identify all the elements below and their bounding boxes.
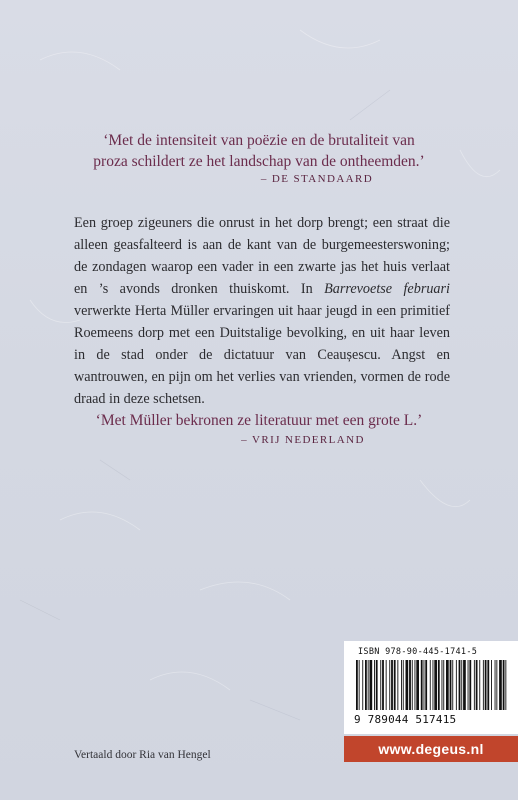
- barcode-bar: [463, 660, 466, 710]
- barcode-bar: [476, 660, 478, 710]
- publisher-website-link[interactable]: www.degeus.nl: [344, 736, 518, 762]
- barcode-bar: [403, 660, 404, 710]
- barcode-bar: [433, 660, 434, 710]
- barcode-digits: 9 789044 517415: [354, 713, 457, 726]
- barcode-bar: [376, 660, 378, 710]
- review-quote-top: [0, 130, 518, 172]
- translator-credit: Vertaald door Ria van Hengel: [74, 749, 211, 761]
- blurb-text-part-1: Een groep zigeuners die onrust in het dorp brengt; een straat die alleen geasfalteerd is aan de kant van de burgemeesterswoning; de zondagen waarop een vader in een zwarte jas het huis verlaat en ’s avonds dronken thuiskomt. In: [74, 215, 450, 297]
- barcode-panel: [344, 641, 518, 734]
- review-source-top: – DE STANDAARD: [260, 173, 374, 185]
- barcode-bar: [406, 660, 409, 710]
- barcode-bar: [391, 660, 393, 710]
- barcode-bar: [370, 660, 373, 710]
- barcode-bar: [415, 660, 416, 710]
- review-quote-top-line-2: proza schildert ze het landschap van de ontheemden.’: [93, 153, 425, 170]
- book-title: Barrevoetse februari: [324, 281, 450, 297]
- barcode-bar: [409, 660, 411, 710]
- barcode-bar: [386, 660, 387, 710]
- barcode-bar: [452, 660, 453, 710]
- barcode-bar: [446, 660, 449, 710]
- barcode-bar: [412, 660, 413, 710]
- barcode-bar: [503, 660, 505, 710]
- barcode-bars: [354, 660, 510, 712]
- barcode-bar: [483, 660, 484, 710]
- barcode-bar: [438, 660, 440, 710]
- barcode-bar: [443, 660, 444, 710]
- barcode-bar: [496, 660, 497, 710]
- barcode-bar: [468, 660, 469, 710]
- review-quote-bottom: ‘Met Müller bekronen ze literatuur met een grote L.’: [95, 412, 423, 429]
- barcode-bar: [442, 660, 443, 710]
- isbn-label: ISBN 978-90-445-1741-5: [358, 647, 478, 657]
- barcode-bar: [362, 660, 363, 710]
- barcode-bar: [495, 660, 496, 710]
- review-quote-top-line-1: ‘Met de intensiteit van poëzie en de brutaliteit van: [103, 132, 415, 149]
- barcode-bar: [421, 660, 423, 710]
- barcode-bar: [434, 660, 437, 710]
- review-source-bottom: – VRIJ NEDERLAND: [241, 434, 365, 446]
- barcode-bar: [394, 660, 396, 710]
- book-blurb: [74, 212, 450, 410]
- barcode-bar: [479, 660, 480, 710]
- barcode-bar: [401, 660, 402, 710]
- barcode-bar: [456, 660, 457, 710]
- barcode-bar: [469, 660, 471, 710]
- barcode-bar: [425, 660, 427, 710]
- barcode-bar: [368, 660, 369, 710]
- barcode-bar: [491, 660, 492, 710]
- barcode-bar: [359, 660, 360, 710]
- barcode-bar: [416, 660, 419, 710]
- barcode-bar: [485, 660, 487, 710]
- barcode-bar: [487, 660, 489, 710]
- barcode-bar: [356, 660, 358, 710]
- barcode-bar: [424, 660, 425, 710]
- barcode-bar: [499, 660, 502, 710]
- barcode-bar: [505, 660, 506, 710]
- barcode-bar: [365, 660, 367, 710]
- barcode-bar: [450, 660, 452, 710]
- barcode-bar: [380, 660, 381, 710]
- blurb-text-part-2: verwerkte Herta Müller ervaringen uit haar jeugd in een primitief Roemeens dorp met een Duitstalige bevolking, en uit haar leven in de stad onder de dictatuur van Ceaușescu. Angst en wantrouwen, en pijn om het verlies van vrienden, vormen de rode draad in deze schetsen.: [74, 303, 450, 407]
- barcode-bar: [374, 660, 375, 710]
- barcode-bar: [430, 660, 431, 710]
- barcode-bar: [474, 660, 475, 710]
- barcode-bar: [389, 660, 390, 710]
- barcode-bar: [382, 660, 384, 710]
- barcode-bar: [461, 660, 462, 710]
- barcode-bar: [397, 660, 398, 710]
- barcode-bar: [459, 660, 461, 710]
